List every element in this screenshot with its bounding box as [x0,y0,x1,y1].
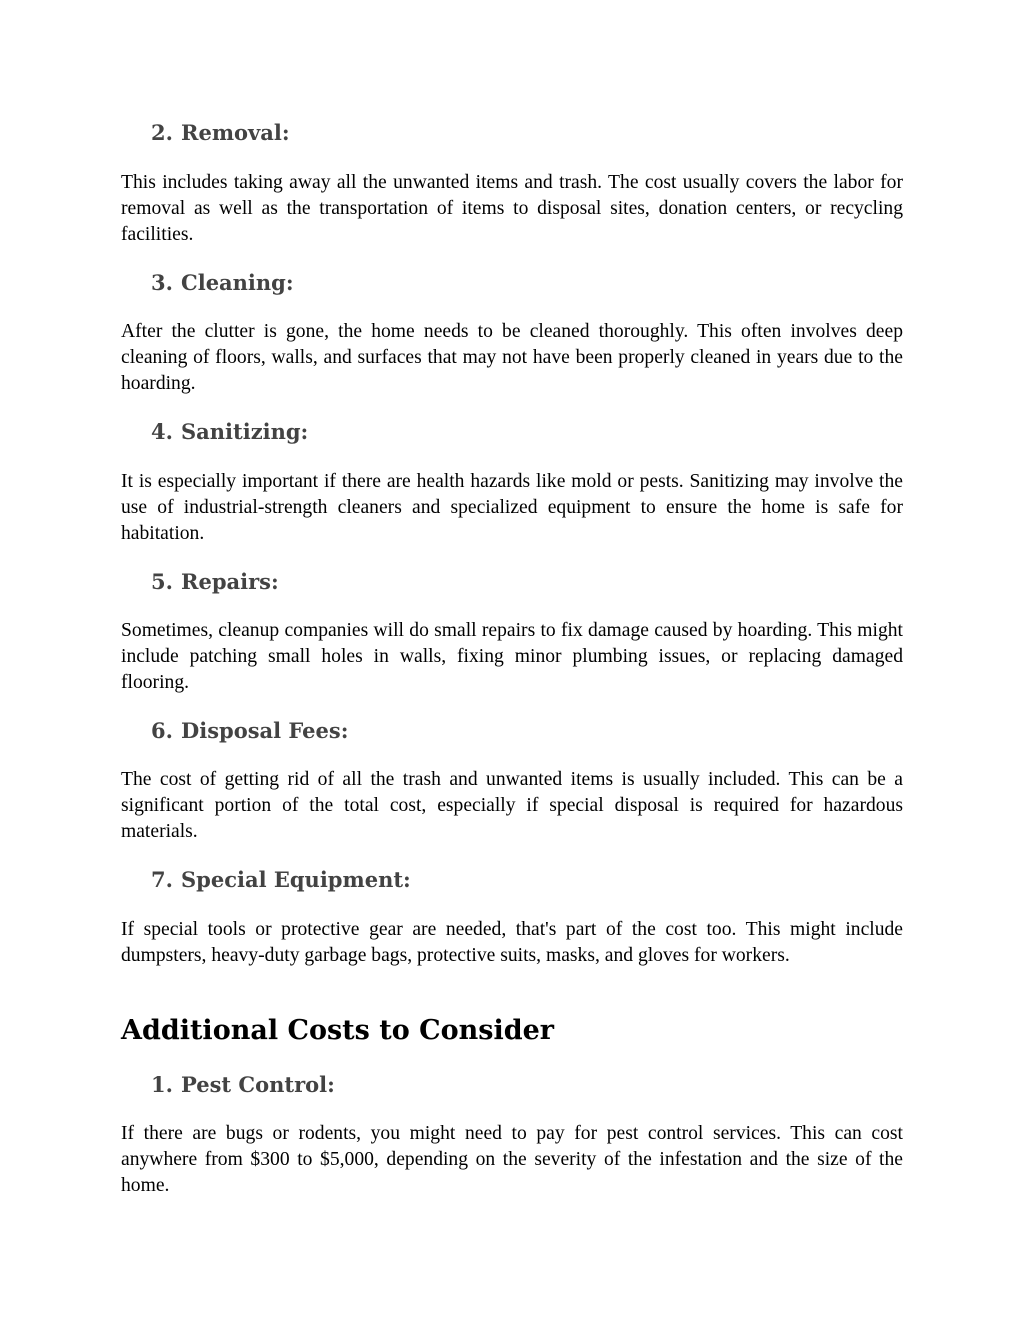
heading-number: 1. [151,1072,173,1097]
paragraph-sanitizing: It is especially important if there are health hazards like mold or pests. Sanitizing may involve the use of industrial-strength cleaners and specialized equipment to ensure the home is safe for habitation. [121,471,903,544]
paragraph-pest-control: If there are bugs or rodents, you might need to pay for pest control services. This can cost anywhere from $300 to $5,000, depending on the severity of the infestation and the size of the home. [121,1123,903,1196]
heading-title: Special Equipment: [181,867,411,892]
heading-title: Pest Control: [181,1072,335,1097]
heading-pest-control [151,1072,335,1097]
paragraph-cleaning: After the clutter is gone, the home needs to be cleaned thoroughly. This often involves deep cleaning of floors, walls, and surfaces that may not have been properly cleaned in years due to the hoarding. [121,321,903,394]
heading-title: Removal: [181,120,290,145]
heading-repairs [151,569,279,594]
heading-number: 6. [151,718,173,743]
paragraph-removal: This includes taking away all the unwanted items and trash. The cost usually covers the labor for removal as well as the transportation of items to disposal sites, donation centers, or recycling facilities. [121,172,903,245]
section-title: Additional Costs to Consider [121,1015,555,1046]
heading-sanitizing [151,419,308,444]
heading-title: Sanitizing: [181,419,309,444]
heading-title: Disposal Fees: [181,718,349,743]
heading-number: 3. [151,270,173,295]
heading-title: Repairs: [181,569,279,594]
paragraph-disposal-fees: The cost of getting rid of all the trash and unwanted items is usually included. This can be a significant portion of the total cost, especially if special disposal is required for hazardous materials. [121,769,903,842]
heading-title: Cleaning: [181,270,294,295]
heading-disposal-fees [151,718,348,743]
heading-special-equipment [151,867,411,892]
heading-number: 7. [151,867,173,892]
paragraph-special-equipment: If special tools or protective gear are needed, that's part of the cost too. This might include dumpsters, heavy-duty garbage bags, protective suits, masks, and gloves for workers. [121,919,903,966]
heading-cleaning [151,270,294,295]
paragraph-repairs: Sometimes, cleanup companies will do small repairs to fix damage caused by hoarding. This might include patching small holes in walls, fixing minor plumbing issues, or replacing damaged flooring. [121,620,903,693]
heading-removal [151,120,290,145]
heading-number: 5. [151,569,173,594]
heading-number: 4. [151,419,173,444]
heading-number: 2. [151,120,173,145]
